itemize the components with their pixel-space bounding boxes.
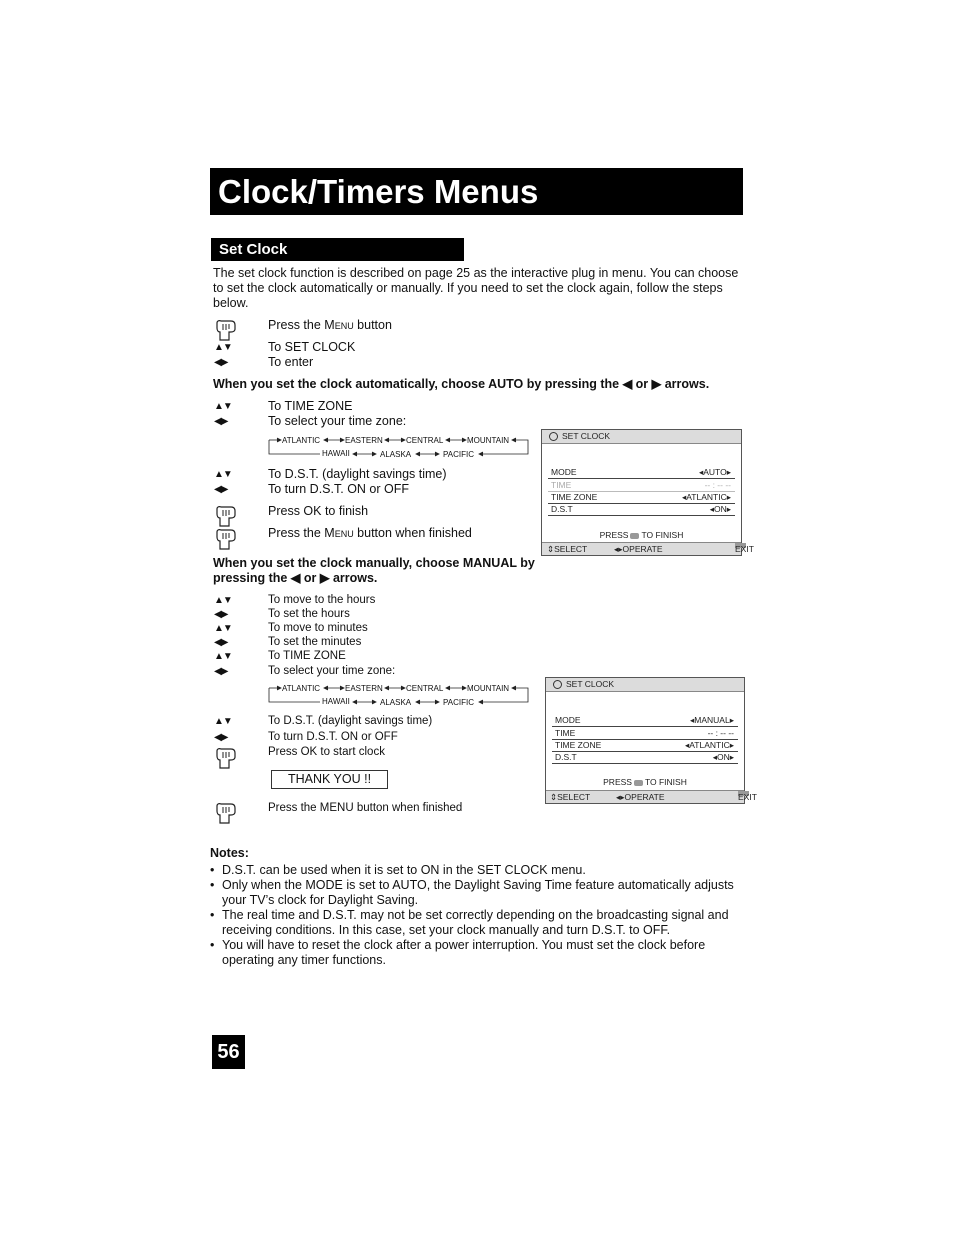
updown-arrows-icon: ▲▼ xyxy=(214,651,232,662)
step-turn-dst: To turn D.S.T. ON or OFF xyxy=(268,482,409,496)
hand-press-icon xyxy=(213,801,237,825)
osd-row-time: TIME -- : -- -- xyxy=(552,727,738,740)
step-to-time-zone-manual: To TIME ZONE xyxy=(268,650,346,662)
updown-arrows-icon: ▲▼ xyxy=(214,342,232,353)
step-press-ok-start: Press OK to start clock xyxy=(268,746,385,758)
notes-list xyxy=(210,863,750,968)
step-set-hours: To set the hours xyxy=(268,608,350,620)
step-select-time-zone-manual: To select your time zone: xyxy=(268,665,396,677)
osd-press-finish: PRESS TO FINISH xyxy=(599,530,684,540)
page-title: Clock/Timers Menus xyxy=(210,168,743,215)
step-to-enter: To enter xyxy=(268,355,314,369)
tz-hawaii: HAWAII xyxy=(322,697,350,706)
tz-atlantic: ATLANTIC xyxy=(282,684,321,693)
osd-footer: ⇕ SELECT ◂▸ OPERATE EXIT xyxy=(546,790,744,803)
osd-row-dst: D.S.T ◂ON▸ xyxy=(552,751,738,764)
step-move-minutes: To move to minutes xyxy=(268,622,368,634)
osd-row-time: TIME -- : -- -- xyxy=(548,479,735,492)
leftright-arrows-icon: ◀▶ xyxy=(214,357,228,368)
step-turn-dst-manual: To turn D.S.T. ON or OFF xyxy=(268,731,398,743)
osd-set-clock-auto xyxy=(541,429,754,556)
timezone-cycle-diagram xyxy=(268,682,530,712)
updown-arrows-icon: ▲▼ xyxy=(214,623,232,634)
step-press-ok-finish: Press OK to finish xyxy=(268,504,369,518)
hand-press-icon xyxy=(213,746,237,770)
clock-icon xyxy=(549,432,558,441)
osd-set-clock-manual xyxy=(545,677,757,804)
leftright-arrows-icon: ◀▶ xyxy=(214,484,228,495)
tz-alaska: ALASKA xyxy=(380,698,412,707)
leftright-arrows-icon: ◀▶ xyxy=(214,732,228,743)
hand-press-icon xyxy=(213,318,237,342)
step-select-time-zone: To select your time zone: xyxy=(268,414,407,428)
manual-heading: When you set the clock manually, choose MANUAL by pressing the ◀ or ▶ arrows. xyxy=(213,556,535,585)
section-title-set-clock: Set Clock xyxy=(211,238,464,261)
osd-footer-operate: ◂▸ OPERATE xyxy=(616,792,665,802)
tz-alaska: ALASKA xyxy=(380,450,412,459)
osd-row-mode: MODE ◂AUTO▸ xyxy=(548,466,735,479)
thank-you-message: THANK YOU !! xyxy=(271,770,388,789)
tz-hawaii: HAWAII xyxy=(322,449,350,458)
osd-footer-operate: ◂▸ OPERATE xyxy=(614,544,663,554)
tz-eastern: EASTERN xyxy=(345,684,383,693)
tz-pacific: PACIFIC xyxy=(443,698,474,707)
hand-press-icon xyxy=(213,504,237,528)
step-to-time-zone: To TIME ZONE xyxy=(268,399,353,413)
ok-button-icon xyxy=(634,780,643,786)
osd-row-dst: D.S.T ◂ON▸ xyxy=(548,503,735,516)
page-number: 56 xyxy=(212,1035,245,1069)
updown-arrows-icon: ▲▼ xyxy=(214,595,232,606)
clock-icon xyxy=(553,680,562,689)
tz-central: CENTRAL xyxy=(406,436,444,445)
tz-central: CENTRAL xyxy=(406,684,444,693)
osd-row-time-zone: TIME ZONE ◂ATLANTIC▸ xyxy=(552,739,738,752)
ok-button-icon xyxy=(630,533,639,539)
tz-pacific: PACIFIC xyxy=(443,450,474,459)
osd-footer-select: ⇕ SELECT xyxy=(547,544,588,554)
osd-row-time-zone: TIME ZONE ◂ATLANTIC▸ xyxy=(548,491,735,504)
note-item: • The real time and D.S.T. may not be set correctly depending on the broadcasting signal and receiving conditions. In this case, set your clock manually and turn D.S.T. to OFF. xyxy=(210,908,750,938)
hand-press-icon xyxy=(213,527,237,551)
osd-footer: ⇕ SELECT ◂▸ OPERATE EXIT xyxy=(542,542,741,555)
updown-arrows-icon: ▲▼ xyxy=(214,469,232,480)
timezone-cycle-diagram xyxy=(268,434,530,464)
step-set-minutes: To set the minutes xyxy=(268,636,362,648)
updown-arrows-icon: ▲▼ xyxy=(214,401,232,412)
note-item: • You will have to reset the clock after a power interruption. You must set the clock before operating any timer functions. xyxy=(210,938,750,968)
step-press-menu: Press the Menu button xyxy=(268,318,392,332)
tz-mountain: MOUNTAIN xyxy=(467,684,510,693)
step-to-set-clock: To SET CLOCK xyxy=(268,340,356,354)
leftright-arrows-icon: ◀▶ xyxy=(214,609,228,620)
osd-header: SET CLOCK xyxy=(542,430,741,444)
intro-paragraph: The set clock function is described on page 25 as the interactive plug in menu. You can choose to set the clock automatically or manually. If you need to set the clock again, follow the steps below. xyxy=(213,266,739,311)
osd-press-finish: PRESS TO FINISH xyxy=(603,777,687,787)
note-item: • D.S.T. can be used when it is set to ON in the SET CLOCK menu. xyxy=(210,863,750,878)
step-move-hours: To move to the hours xyxy=(268,594,376,606)
leftright-arrows-icon: ◀▶ xyxy=(214,416,228,427)
tz-mountain: MOUNTAIN xyxy=(467,436,510,445)
osd-footer-select: ⇕ SELECT xyxy=(550,792,591,802)
step-to-dst: To D.S.T. (daylight savings time) xyxy=(268,467,447,481)
tz-atlantic: ATLANTIC xyxy=(282,436,321,445)
step-to-dst-manual: To D.S.T. (daylight savings time) xyxy=(268,715,433,727)
tz-eastern: EASTERN xyxy=(345,436,383,445)
updown-arrows-icon: ▲▼ xyxy=(214,716,232,727)
leftright-arrows-icon: ◀▶ xyxy=(214,666,228,677)
notes-heading: Notes: xyxy=(210,846,249,860)
note-item: • Only when the MODE is set to AUTO, the Daylight Saving Time feature automatically adjusts your TV’s clock for Daylight Saving. xyxy=(210,878,750,908)
leftright-arrows-icon: ◀▶ xyxy=(214,637,228,648)
osd-header: SET CLOCK xyxy=(546,678,744,692)
osd-row-mode: MODE ◂MANUAL▸ xyxy=(552,714,738,727)
step-press-menu-finished: Press the Menu button when finished xyxy=(268,526,472,540)
step-press-menu-finished-manual: Press the MENU button when finished xyxy=(268,802,463,814)
auto-heading: When you set the clock automatically, choose AUTO by pressing the ◀ or ▶ arrows. xyxy=(213,377,710,391)
